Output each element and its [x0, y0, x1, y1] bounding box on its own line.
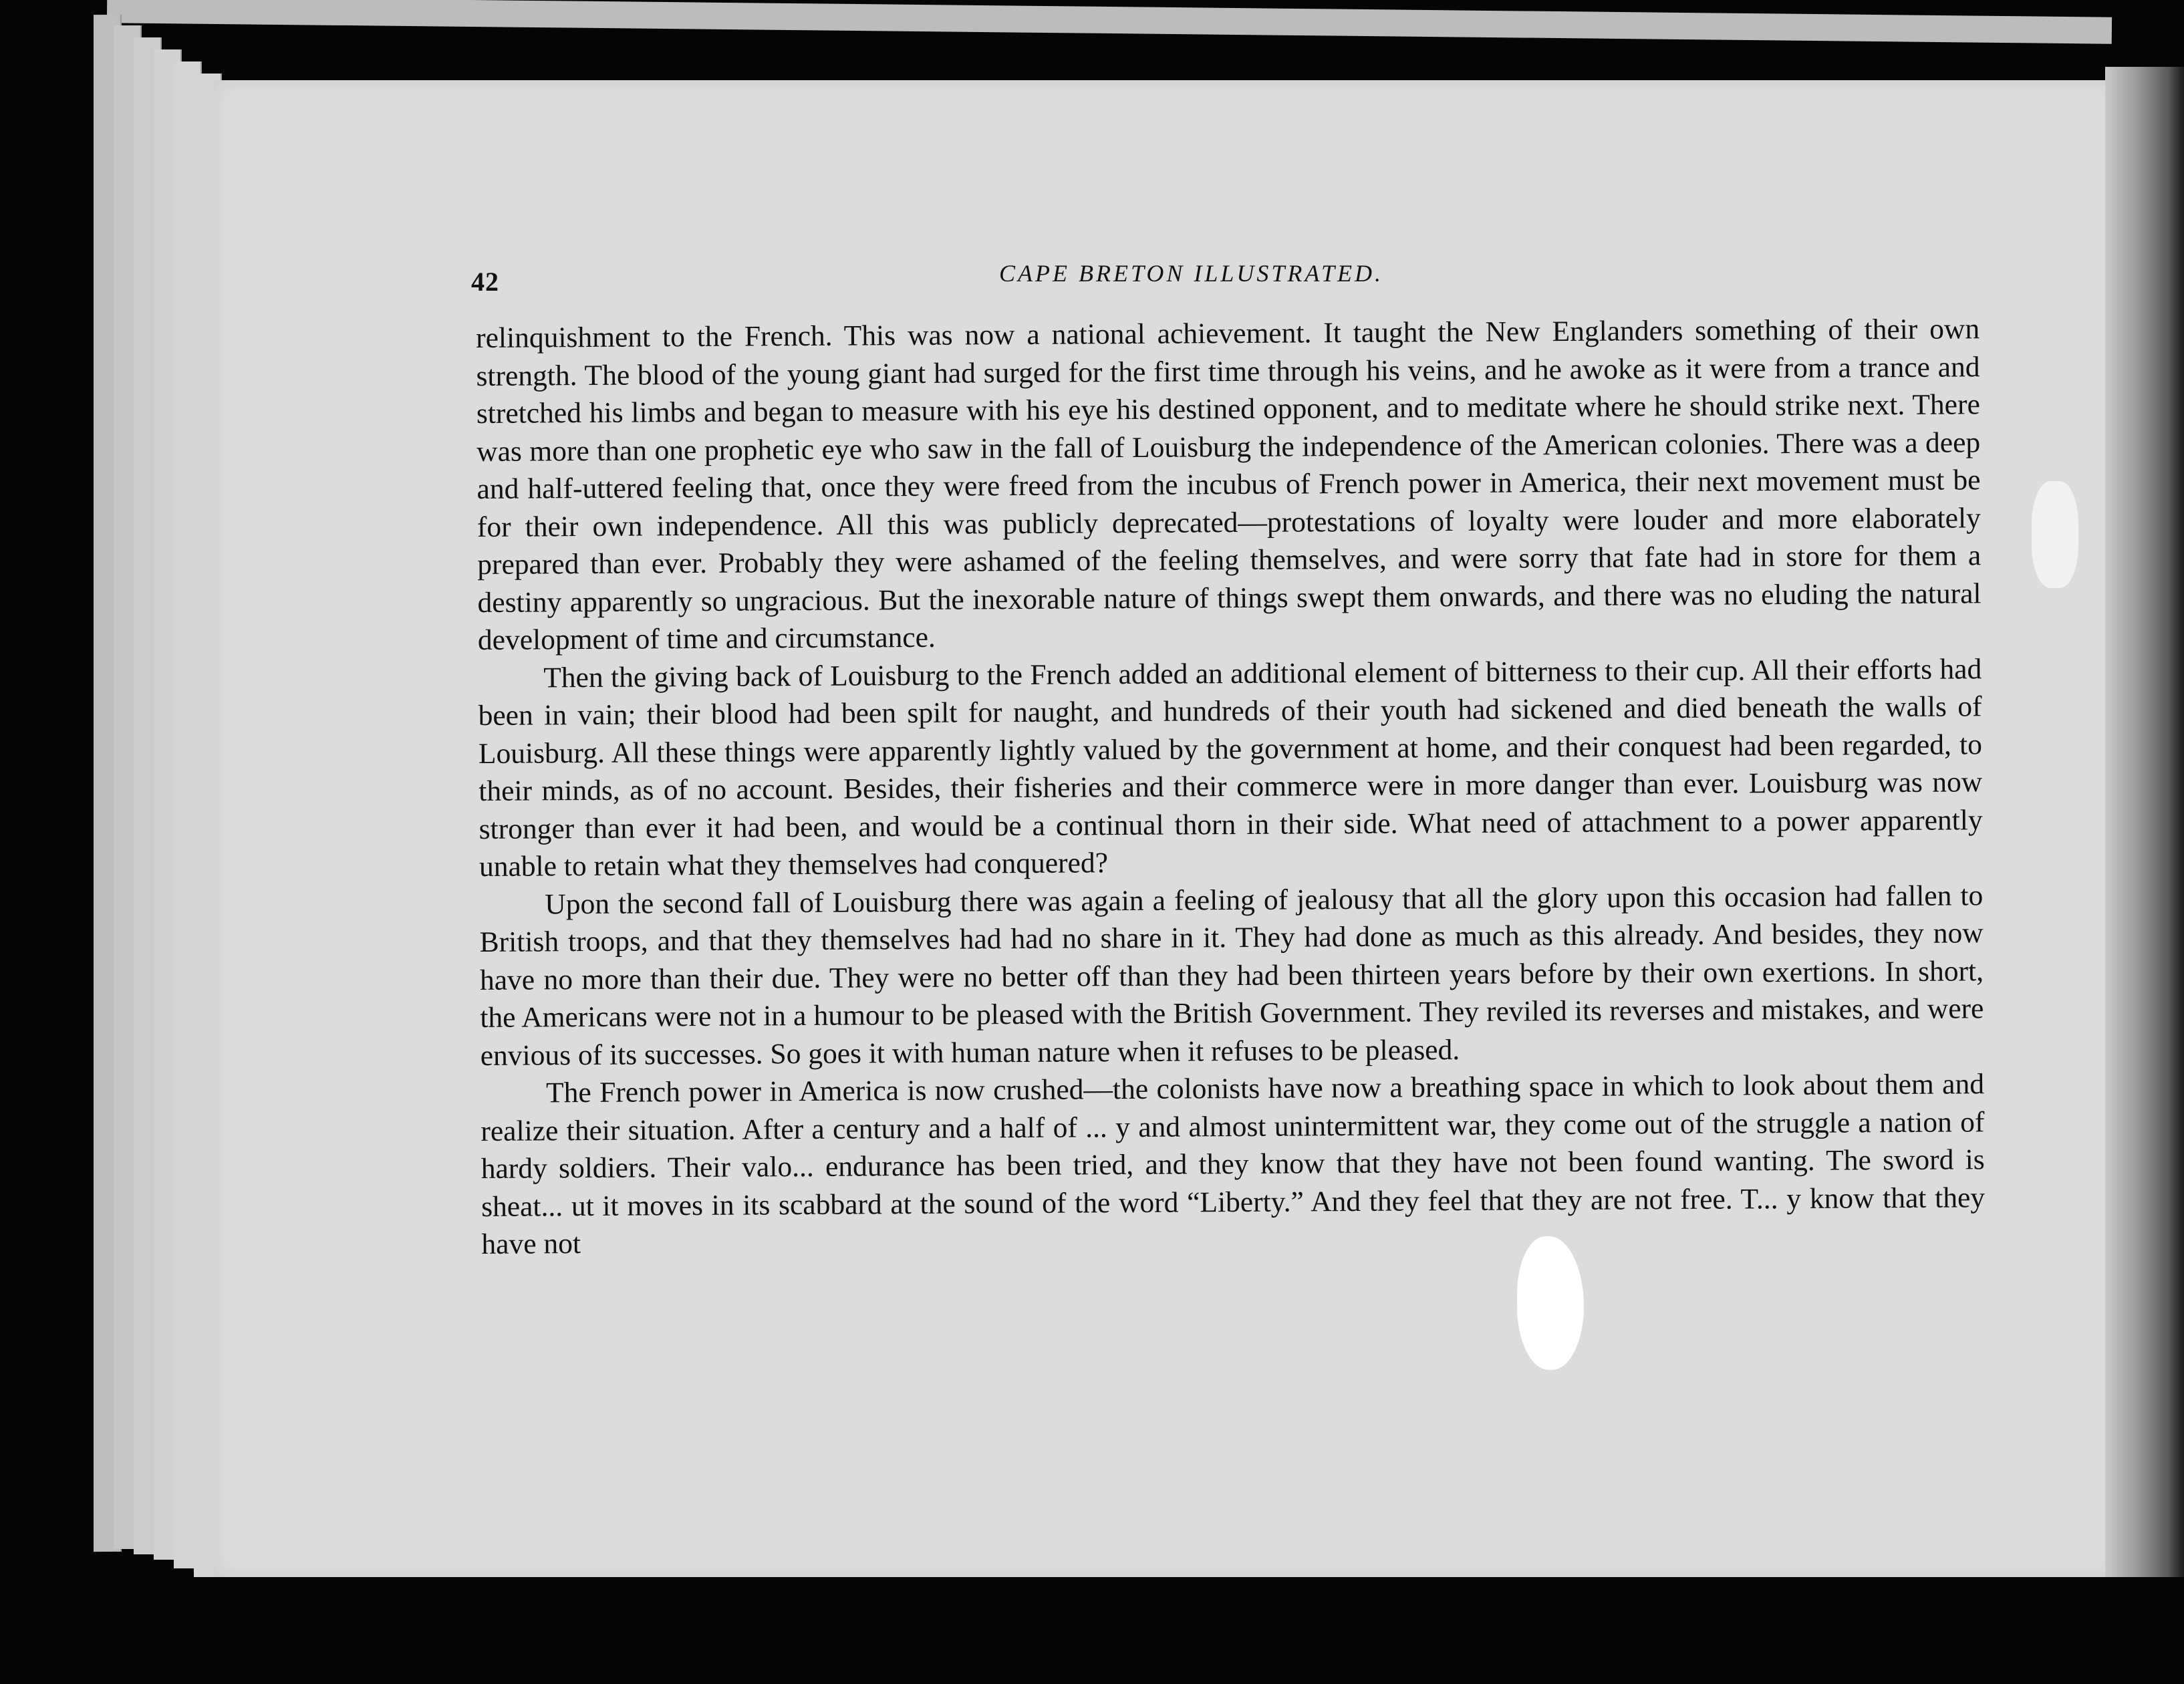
page-gutter-shadow	[2105, 67, 2184, 1577]
page-number: 42	[471, 267, 499, 297]
book-top-edge	[107, 0, 2112, 44]
paragraph: relinquishment to the French. This was now a national achievement. It taught the New Englanders something of their own strength. The blood of the young giant had surged for the first time through his veins, and he awoke as it were from a trance and stretched his limbs and began to measure with his eye his destined opponent, and to meditate where he should strike next. There was more than one prophetic eye who saw in the fall of Louisburg the independence of the American colonies. There was a deep and half-uttered feeling that, once they were freed from the incubus of French power in America, their next movement must be for their own independence. All this was publicly deprecated—protestations of loyalty were louder and more elaborately prepared than ever. Probably they were ashamed of the feeling themselves, and were sorry that fate had in store for them a destiny apparently so ungracious. But the inexorable nature of things swept them onwards, and there was no eluding the natural development of time and circumstance.	[476, 313, 1982, 656]
running-head: CAPE BRETON ILLUSTRATED.	[999, 260, 1384, 287]
paper-glare	[2032, 481, 2078, 588]
paragraph: Upon the second fall of Louisburg there was again a feeling of jealousy that all the glory upon this occasion had fallen to British troops, and that they themselves had had no share in it. They had done as much as this already. And besides, they now have no more than their due. They were no better off than they had been thirteen years before by their own exertions. In short, the Americans were not in a humour to be pleased with the British Government. They reviled its reverses and mistakes, and were envious of its successes. So goes it with human nature when it refuses to be pleased.	[479, 879, 1984, 1072]
paragraph: Then the giving back of Louisburg to the French added an additional element of bitterness to their cup. All their efforts had been in vain; their blood had been spilt for naught, and hundreds of their youth had sickened and died beneath the walls of Louisburg. All these things were apparently lightly valued by the government at home, and their conquest had been regarded, to their minds, as of no account. Besides, their fisheries and their commerce were in more danger than ever. Louisburg was now stronger than ever it had been, and would be a continual thorn in their side. What need of attachment to a power apparently unable to retain what they themselves had conquered?	[478, 652, 1983, 883]
page-header	[471, 259, 1982, 299]
paragraph: The French power in America is now crushed—the colonists have now a breathing space in which to look about them and realize their situation. After a century and a half of ... y and almost unintermittent war, they come out of the struggle a nation of hardy soldiers. Their valo... endurance has been tried, and they know that they have not been found wanting. The sword is sheat... ut it moves in its scabbard at the sound of the word “Liberty.” And they feel that they are not free. T... y know that they have not	[481, 1068, 1986, 1260]
body-text	[476, 310, 1986, 1263]
